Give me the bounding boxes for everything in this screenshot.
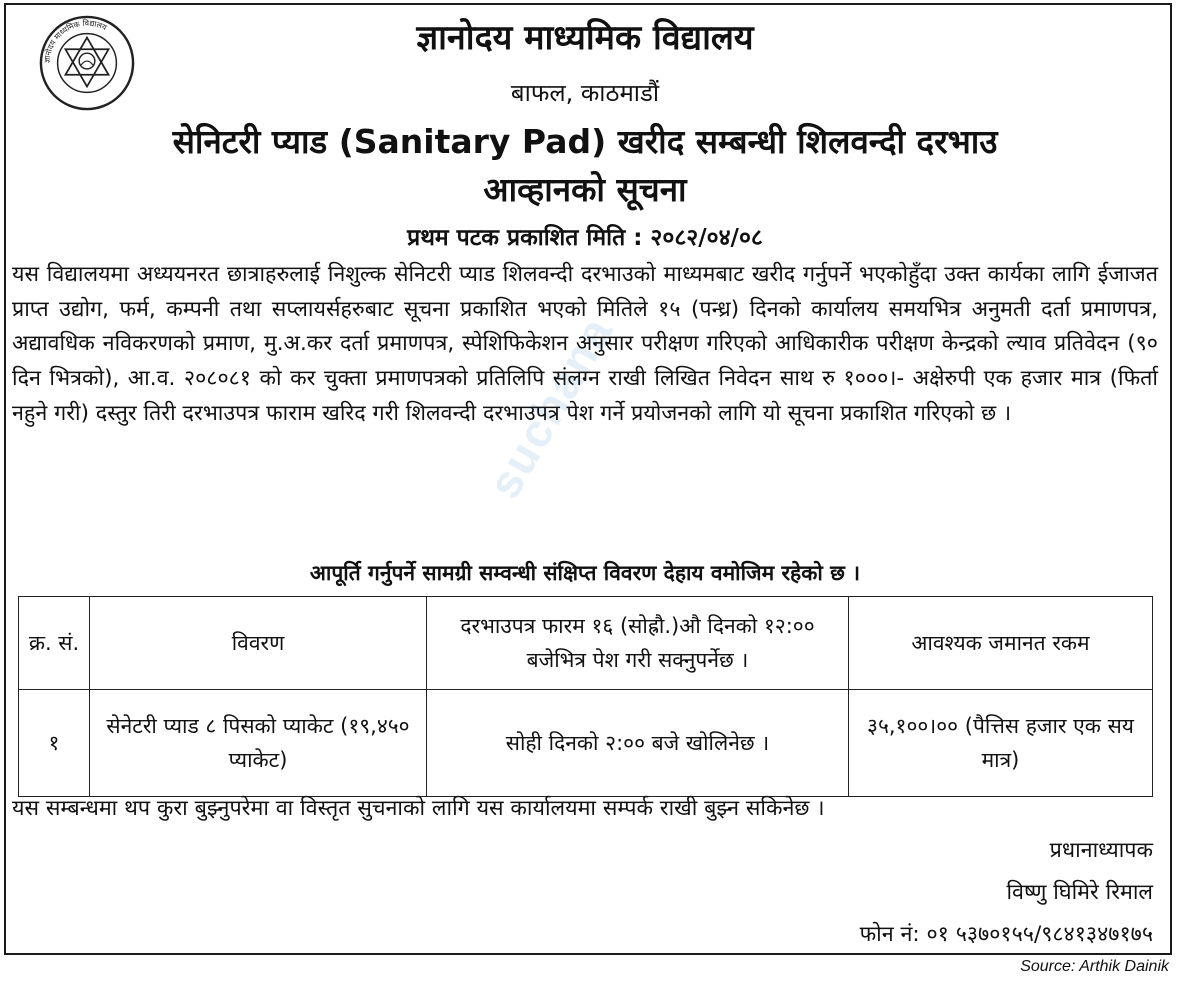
school-location: बाफल, काठमाडौं <box>510 79 660 107</box>
table-row <box>19 690 1153 797</box>
signatory-name: विष्णु घिमिरे रिमाल <box>1006 880 1153 905</box>
footer-note: यस सम्बन्धमा थप कुरा बुझ्नुपरेमा वा विस्तृत सुचनाको लागि यस कार्यालयमा सम्पर्क राखी बुझ्न सकिनेछ । <box>12 796 825 821</box>
cell-description: सेनेटरी प्याड ८ पिसको प्याकेट (१९,४५० प्याकेट) <box>90 690 427 797</box>
signatory-title: प्रधानाध्यापक <box>1049 838 1153 863</box>
notice-body: यस विद्यालयमा अध्ययनरत छात्राहरुलाई निशुल्क सेनिटरी प्याड शिलवन्दी दरभाउको माध्यमबाट खरीद गर्नुपर्ने भएकोहुँदा उक्त कार्यका लागि ईजाजत प्राप्त उद्योग, फर्म, कम्पनी तथा सप्लायर्सहरुबाट सूचना प्रकाशित भएको मितिले १५ (पन्ध्र) दिनको कार्यालय समयभित्र अनुमती दर्ता प्रमाणपत्र, अद्यावधिक नविकरणको प्रमाण, मु.अ.कर दर्ता प्रमाणपत्र, स्पेशिफिकेशन अनुसार परीक्षण गरिएको आधिकारीक परीक्षण केन्द्रको ल्याव प्रतिवेदन (९० दिन भित्रको), आ.व. २०८०८१ को कर चुक्ता प्रमाणपत्रको प्रतिलिपि संलग्न राखी लिखित निवेदन साथ रु १०००।- अक्षेरुपी एक हजार मात्र (फिर्ता नहुने गरी) दस्तुर तिरी दरभाउपत्र फाराम खरिद गरी शिलवन्दी दरभाउपत्र पेश गर्ने प्रयोजनको लागि यो सूचना प्रकाशित गरिएको छ । <box>12 262 1158 426</box>
notice-title <box>10 118 1160 214</box>
table-heading: आपूर्ति गर्नुपर्ने सामग्री सम्वन्धी संक्षिप्त विवरण देहाय वमोजिम रहेको छ । <box>309 561 861 585</box>
phone-number: फोन नं: ०१ ५३७०१५५/९८४१३४७१७५ <box>859 922 1153 947</box>
header-description: विवरण <box>90 597 427 690</box>
school-name: ज्ञानोदय माध्यमिक विद्यालय <box>416 18 754 58</box>
school-logo <box>38 14 136 112</box>
header-submission: दरभाउपत्र फारम १६ (सोह्रौ.)औ दिनको १२:०० बजेभित्र पेश गरी सक्नुपर्नेछ । <box>427 597 849 690</box>
notice-title-line1: सेनिटरी प्याड (Sanitary Pad) खरीद सम्बन्धी शिलवन्दी दरभाउ <box>172 122 998 161</box>
cell-deposit: ३५,१००।०० (पैत्तिस हजार एक सय मात्र) <box>849 690 1153 797</box>
publish-date: प्रथम पटक प्रकाशित मिति : २०८२/०४/०८ <box>407 225 763 251</box>
logo-text: ज्ञानोदय माध्यमिक विद्यालय <box>42 18 109 64</box>
cell-opening: सोही दिनको २:०० बजे खोलिनेछ । <box>427 690 849 797</box>
notice-title-line2: आव्हानको सूचना <box>483 170 687 209</box>
source-credit: Source: Arthik Dainik <box>1020 958 1169 975</box>
header-deposit: आवश्यक जमानत रकम <box>849 597 1153 690</box>
table-header-row <box>19 597 1153 690</box>
cell-sn: १ <box>19 690 90 797</box>
header-sn: क्र. सं. <box>19 597 90 690</box>
watermark: suchana <box>477 307 623 507</box>
items-table <box>18 596 1153 797</box>
